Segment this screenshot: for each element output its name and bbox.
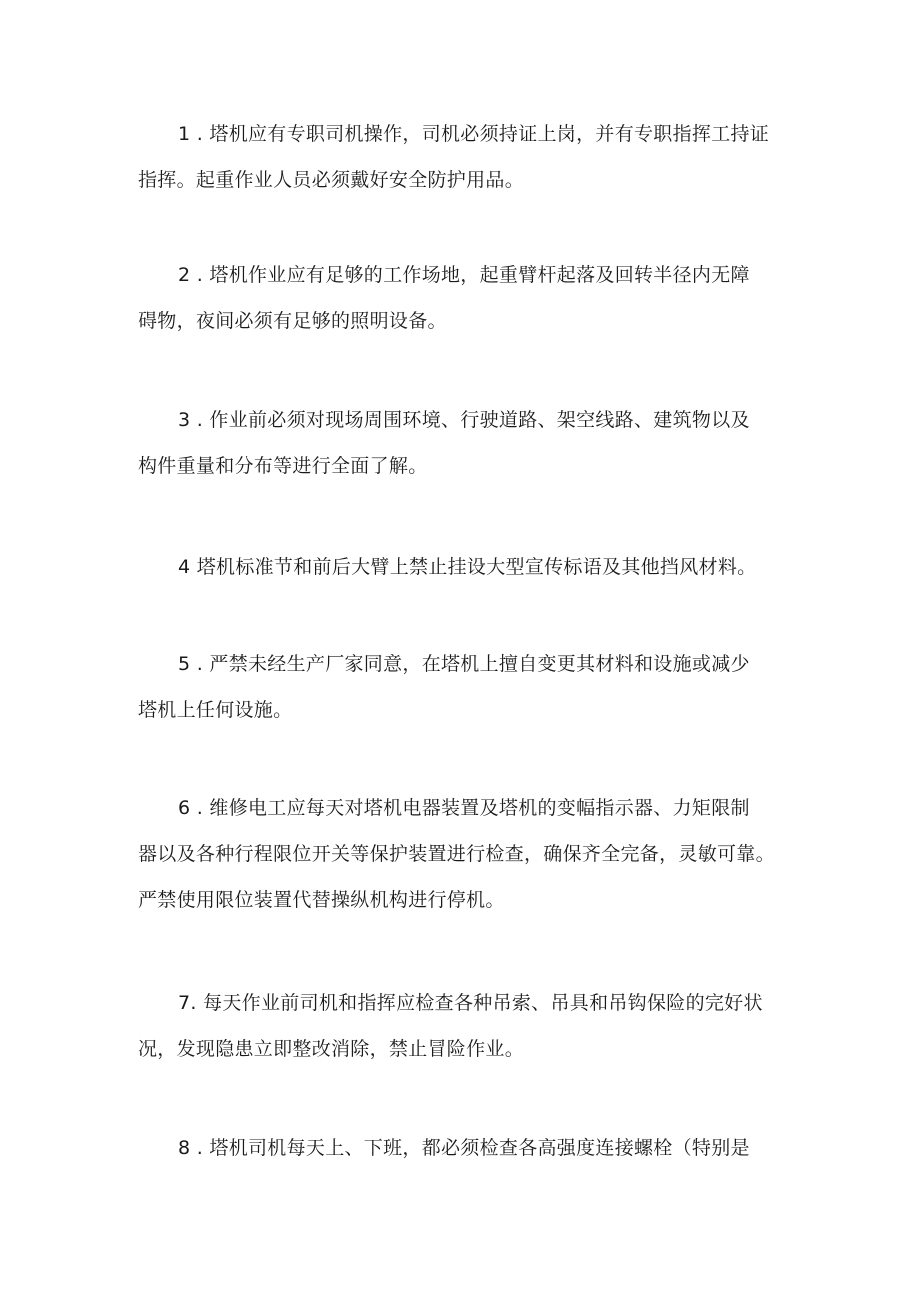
paragraph-2	[138, 252, 798, 344]
paragraph-7	[138, 980, 798, 1072]
paragraph-line: 塔机上任何设施。	[138, 699, 293, 721]
paragraph-8	[138, 1125, 798, 1171]
paragraph-line: 4 塔机标准节和前后大臂上禁止挂设大型宣传标语及其他挡风材料。	[178, 556, 757, 578]
paragraph-1	[138, 111, 798, 203]
paragraph-5	[138, 641, 798, 733]
paragraph-line: 1 . 塔机应有专职司机操作，司机必须持证上岗，并有专职指挥工持证	[178, 123, 770, 145]
paragraph-line: 3 . 作业前必须对现场周围环境、行驶道路、架空线路、建筑物以及	[178, 409, 750, 431]
paragraph-line: 5 . 严禁未经生产厂家同意，在塔机上擅自变更其材料和设施或减少	[178, 653, 750, 675]
paragraph-4	[138, 544, 798, 590]
paragraph-line: 构件重量和分布等进行全面了解。	[138, 455, 428, 477]
paragraph-6	[138, 785, 798, 923]
paragraph-line: 8 . 塔机司机每天上、下班，都必须检查各高强度连接螺栓（特别是	[178, 1137, 750, 1159]
paragraph-line: 2 . 塔机作业应有足够的工作场地，起重臂杆起落及回转半径内无障	[178, 264, 750, 286]
paragraph-line: 碍物，夜间必须有足够的照明设备。	[138, 310, 447, 332]
paragraph-line: 7. 每天作业前司机和指挥应检查各种吊索、吊具和吊钩保险的完好状	[178, 992, 763, 1014]
paragraph-line: 6 . 维修电工应每天对塔机电器装置及塔机的变幅指示器、力矩限制	[178, 797, 750, 819]
paragraph-3	[138, 397, 798, 489]
paragraph-line: 指挥。起重作业人员必须戴好安全防护用品。	[138, 169, 525, 191]
paragraph-line: 况，发现隐患立即整改消除，禁止冒险作业。	[138, 1038, 525, 1060]
paragraph-line: 器以及各种行程限位开关等保护装置进行检查，确保齐全完备，灵敏可靠。	[138, 843, 775, 865]
paragraph-line: 严禁使用限位装置代替操纵机构进行停机。	[138, 889, 505, 911]
